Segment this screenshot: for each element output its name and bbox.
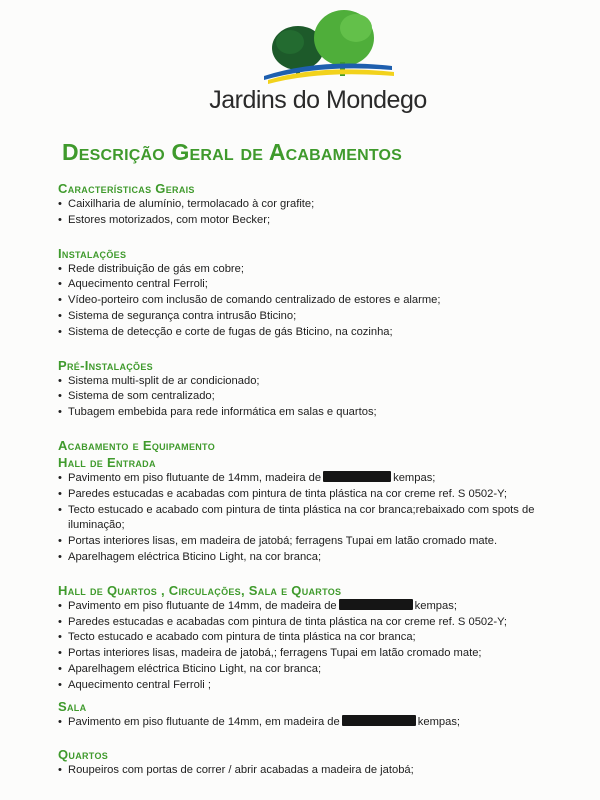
section-heading: Acabamento e Equipamento <box>58 437 215 453</box>
list-item: • Aparelhagem eléctrica Bticino Light, na cor branca; <box>58 662 588 678</box>
section-heading: Instalações <box>58 245 127 261</box>
list-item: • Estores motorizados, com motor Becker; <box>58 213 588 229</box>
list-item: • Sistema de segurança contra intrusão Bticino; <box>58 309 588 325</box>
list-item: • Paredes estucadas e acabadas com pintura de tinta plástica na cor creme ref. S 0502-Y; <box>58 615 588 631</box>
bullet-list <box>58 262 588 341</box>
bullet-list <box>58 763 588 779</box>
list-item: • Aparelhagem eléctrica Bticino Light, na cor branca; <box>58 550 588 566</box>
section-hall-quartos <box>58 582 588 694</box>
list-item: • Tubagem embebida para rede informática em salas e quartos; <box>58 405 588 421</box>
section-instalacoes <box>58 245 588 341</box>
section-pre-instalacoes <box>58 357 588 421</box>
section-acabamento <box>58 437 588 566</box>
bullet-list <box>58 374 588 421</box>
item-text: kempas; <box>393 471 436 484</box>
item-text: Pavimento em piso flutuante de 14mm, em madeira de <box>68 715 340 728</box>
section-sala <box>58 698 588 731</box>
redaction-block <box>323 471 391 482</box>
list-item: • Sistema de detecção e corte de fugas de gás Bticino, na cozinha; <box>58 325 588 341</box>
item-text: kempas; <box>414 599 457 612</box>
list-item <box>58 471 588 487</box>
list-item: • Caixilharia de alumínio, termolacado à cor grafite; <box>58 197 588 213</box>
section-heading: Pré-Instalações <box>58 357 153 373</box>
redaction-block <box>339 599 413 610</box>
subsection-heading: Sala <box>58 698 87 714</box>
item-text: Pavimento em piso flutuante de 14mm, madeira de <box>68 471 322 484</box>
document-title: Descrição Geral de Acabamentos <box>62 139 403 165</box>
subsection-heading: Hall de Entrada <box>58 454 156 470</box>
section-heading: Características Gerais <box>58 181 195 196</box>
list-item: • Portas interiores lisas, madeira de jatobá,; ferragens Tupai em latão cromado mate; <box>58 646 588 662</box>
brand-name: Jardins do Mondego <box>209 86 427 114</box>
section-heading: Hall de Quartos , Circulações, Sala e Quartos <box>58 582 342 598</box>
brand-logo <box>0 0 600 122</box>
list-item <box>58 715 588 731</box>
list-item: • Portas interiores lisas, em madeira de jatobá; ferragens Tupai em latão cromado mate. <box>58 534 588 550</box>
list-item: • Roupeiros com portas de correr / abrir acabadas a madeira de jatobá; <box>58 763 588 779</box>
list-item: • Paredes estucadas e acabadas com pintura de tinta plástica na cor creme ref. S 0502-Y; <box>58 487 588 503</box>
list-item: • Tecto estucado e acabado com pintura de tinta plástica na cor branca;rebaixado com spots de iluminação; <box>58 503 588 535</box>
list-item: • Sistema de som centralizado; <box>58 389 588 405</box>
item-text: Pavimento em piso flutuante de 14mm, de madeira de <box>68 599 337 612</box>
list-item: • Sistema multi-split de ar condicionado; <box>58 374 588 390</box>
section-caracteristicas-gerais <box>58 180 588 229</box>
bullet-list <box>58 599 588 694</box>
trees-logo-icon <box>260 6 400 86</box>
list-item: • Aquecimento central Ferroli ; <box>58 678 588 694</box>
list-item: • Vídeo-porteiro com inclusão de comando centralizado de estores e alarme; <box>58 293 588 309</box>
item-text: kempas; <box>417 715 461 728</box>
redaction-block <box>342 715 416 726</box>
list-item <box>58 599 588 615</box>
bullet-list <box>58 471 588 566</box>
list-item: • Aquecimento central Ferroli; <box>58 277 588 293</box>
list-item: • Tecto estucado e acabado com pintura de tinta plástica na cor branca; <box>58 630 588 646</box>
bullet-list <box>58 197 588 229</box>
section-quartos <box>58 746 588 779</box>
list-item: • Rede distribuição de gás em cobre; <box>58 262 588 278</box>
document-body <box>58 180 588 795</box>
bullet-list <box>58 715 588 731</box>
section-heading: Quartos <box>58 747 109 763</box>
